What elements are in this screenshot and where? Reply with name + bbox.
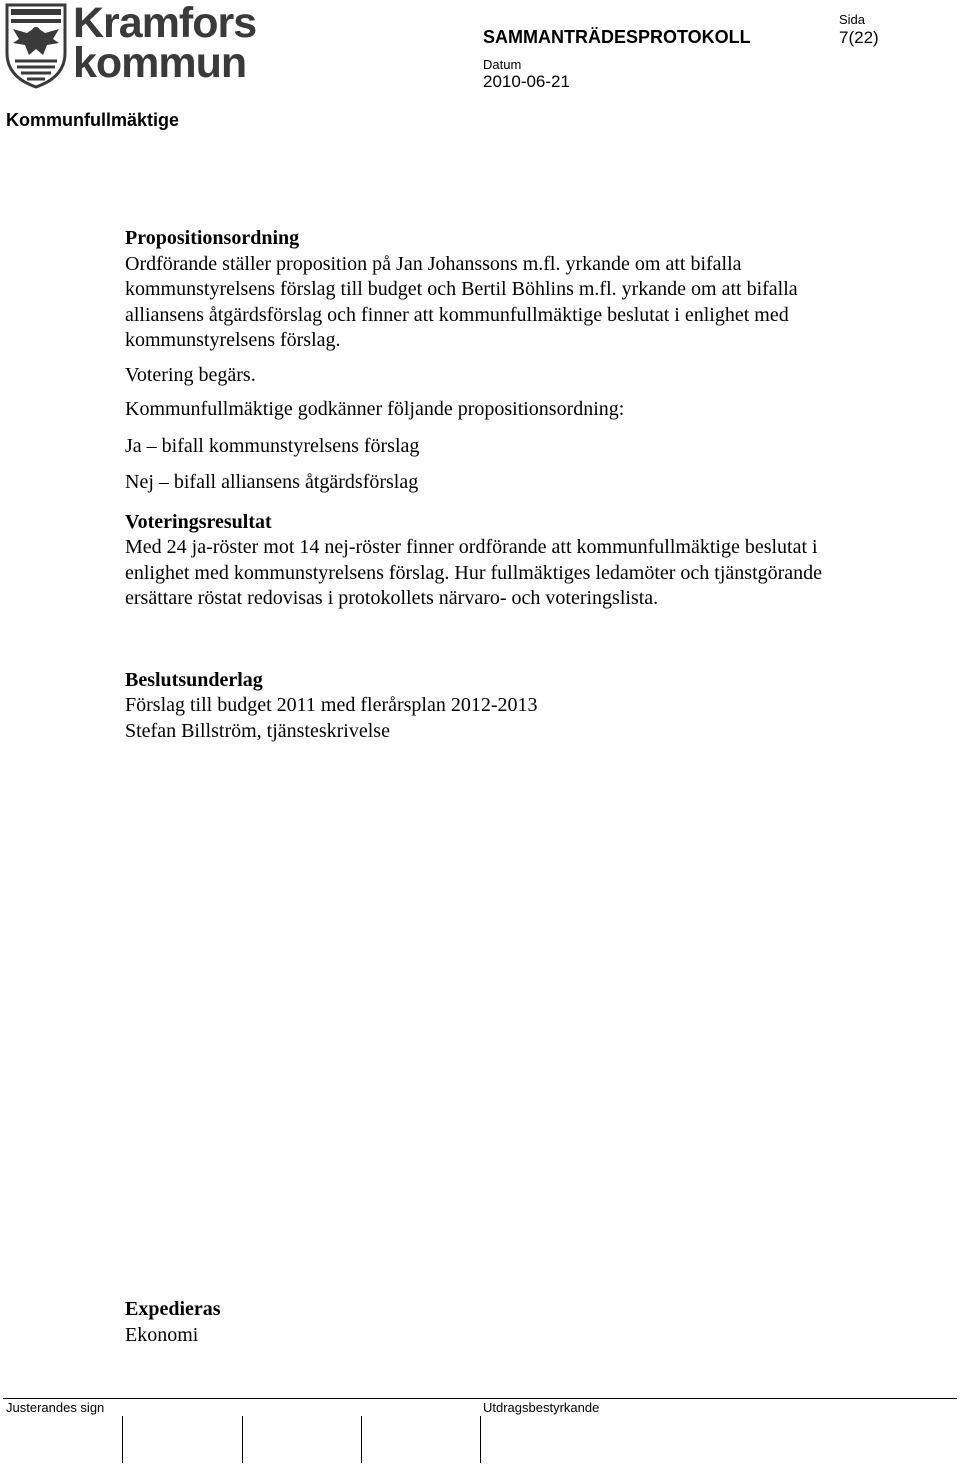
- date-label: Datum: [483, 57, 522, 72]
- document-type: SAMMANTRÄDESPROTOKOLL: [483, 27, 751, 47]
- expedieras-section: [125, 1297, 221, 1348]
- underlag-item: Stefan Billström, tjänsteskrivelse: [125, 719, 390, 742]
- page-number: 7(22): [839, 28, 879, 47]
- signature-box-divider: [122, 1416, 123, 1463]
- signature-box-divider: [361, 1416, 362, 1463]
- heading-propositionsordning: Propositionsordning: [125, 227, 300, 249]
- logo-line-2: kommun: [73, 39, 247, 87]
- footer-divider: [3, 1398, 957, 1399]
- expedieras-item: Ekonomi: [125, 1323, 199, 1346]
- ja-option: Ja – bifall kommunstyrelsens förslag: [125, 434, 420, 457]
- nej-option: Nej – bifall alliansens åtgärdsförslag: [125, 471, 419, 493]
- heading-beslutsunderlag: Beslutsunderlag: [125, 668, 263, 691]
- heading-voteringsresultat: Voteringsresultat: [125, 510, 272, 533]
- organization-name: Kommunfullmäktige: [6, 110, 180, 130]
- proposition-paragraph: Ordförande ställer proposition på Jan Johanssons m.fl. yrkande om att bifalla kommunstyrelsens förslag till budget och Bertil Böhlins m.fl. yrkande om att bifalla alliansens åtgärdsförslag och finner att kommunfullmäktige beslutat i enlighet med kommunstyrelsens förslag.: [125, 252, 798, 351]
- date-value: 2010-06-21: [483, 72, 570, 91]
- page-label: Sida: [839, 12, 866, 27]
- justerandes-sign-label: Justerandes sign: [6, 1400, 105, 1415]
- protocol-body: [125, 226, 840, 744]
- votering-begars: Votering begärs.: [125, 363, 256, 386]
- utdragsbestyrkande-label: Utdragsbestyrkande: [483, 1400, 600, 1415]
- heading-expedieras: Expedieras: [125, 1298, 221, 1320]
- underlag-item: Förslag till budget 2011 med flerårsplan 2012-2013: [125, 694, 538, 716]
- resultat-paragraph: Med 24 ja-röster mot 14 nej-röster finner ordförande att kommunfullmäktige beslutat i enlighet med kommunstyrelsens förslag. Hur fullmäktiges ledamöter och tjänstgörande ersättare röstat redovisas i protokollets närvaro- och voteringslista.: [125, 536, 823, 609]
- signature-box-divider: [242, 1416, 243, 1463]
- godkanner-paragraph: Kommunfullmäktige godkänner följande propositionsordning:: [125, 398, 625, 420]
- logo-line-1: Kramfors: [73, 0, 257, 47]
- signature-box-divider: [480, 1416, 481, 1463]
- municipality-logo: [5, 0, 257, 89]
- coat-of-arms-icon: [5, 3, 67, 89]
